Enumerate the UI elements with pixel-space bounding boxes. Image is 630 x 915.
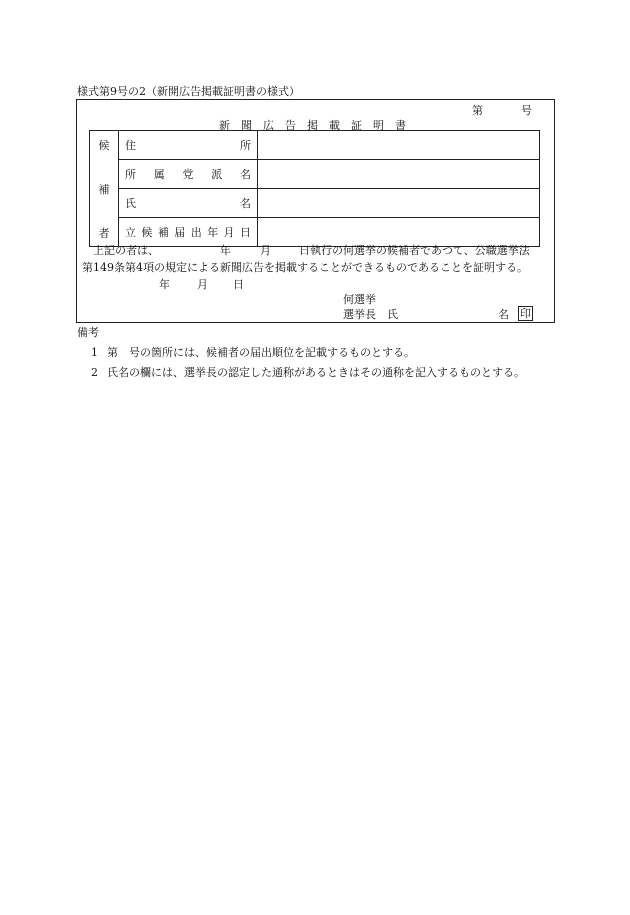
table-row	[90, 131, 540, 160]
name-label: 氏 名	[119, 189, 258, 218]
number-prefix: 第	[472, 104, 483, 117]
election-name: 何選挙	[343, 293, 376, 306]
statement-month: 月	[260, 244, 271, 257]
table-row	[90, 160, 540, 189]
address-field[interactable]	[258, 131, 540, 160]
table-row	[90, 189, 540, 218]
statement-line1-b: 日執行の何選挙の候補者であつて、公職選挙法	[299, 244, 530, 257]
notes-heading: 備考	[77, 326, 99, 339]
signature-name-label: 名	[498, 308, 509, 321]
note-number: 1	[91, 346, 98, 359]
certificate-frame	[76, 99, 555, 323]
form-title: 様式第9号の2（新開広告掲載証明書の様式）	[77, 85, 300, 98]
party-field[interactable]	[258, 160, 540, 189]
address-label: 住 所	[119, 131, 258, 160]
note-text: 氏名の欄には、選挙長の認定した通称があるときはその通称を記入するものとする。	[107, 366, 525, 379]
number-suffix: 号	[521, 104, 532, 117]
filing-date-label: 立 候 補 届 出 年 月 日	[119, 218, 258, 247]
table-row	[90, 218, 540, 247]
party-label: 所 属 党 派 名	[119, 160, 258, 189]
note-number: 2	[91, 366, 98, 379]
seal-label: 印	[520, 307, 531, 320]
statement-line1-a: 上記の者は、	[93, 244, 159, 257]
filing-date-field[interactable]	[258, 218, 540, 247]
election-chair-label: 選挙長 氏	[343, 308, 398, 321]
note-text: 第 号の箇所には、候補者の届出順位を記載するものとする。	[107, 346, 415, 359]
candidate-table	[89, 130, 540, 247]
candidate-side-label	[90, 131, 119, 247]
certificate-title: 新 聞 広 告 掲 載 証 明 書	[219, 119, 406, 132]
statement-line2: 第149条第4項の規定による新聞広告を掲載することができるものであることを証明する。	[82, 261, 528, 274]
date-year: 年	[159, 278, 170, 291]
side-char: 候	[98, 138, 110, 152]
side-char: 者	[98, 226, 110, 240]
statement-year: 年	[220, 244, 231, 257]
date-month: 月	[197, 278, 208, 291]
name-field[interactable]	[258, 189, 540, 218]
date-day: 日	[233, 278, 244, 291]
seal-stamp	[518, 306, 533, 321]
side-char: 補	[98, 182, 110, 196]
